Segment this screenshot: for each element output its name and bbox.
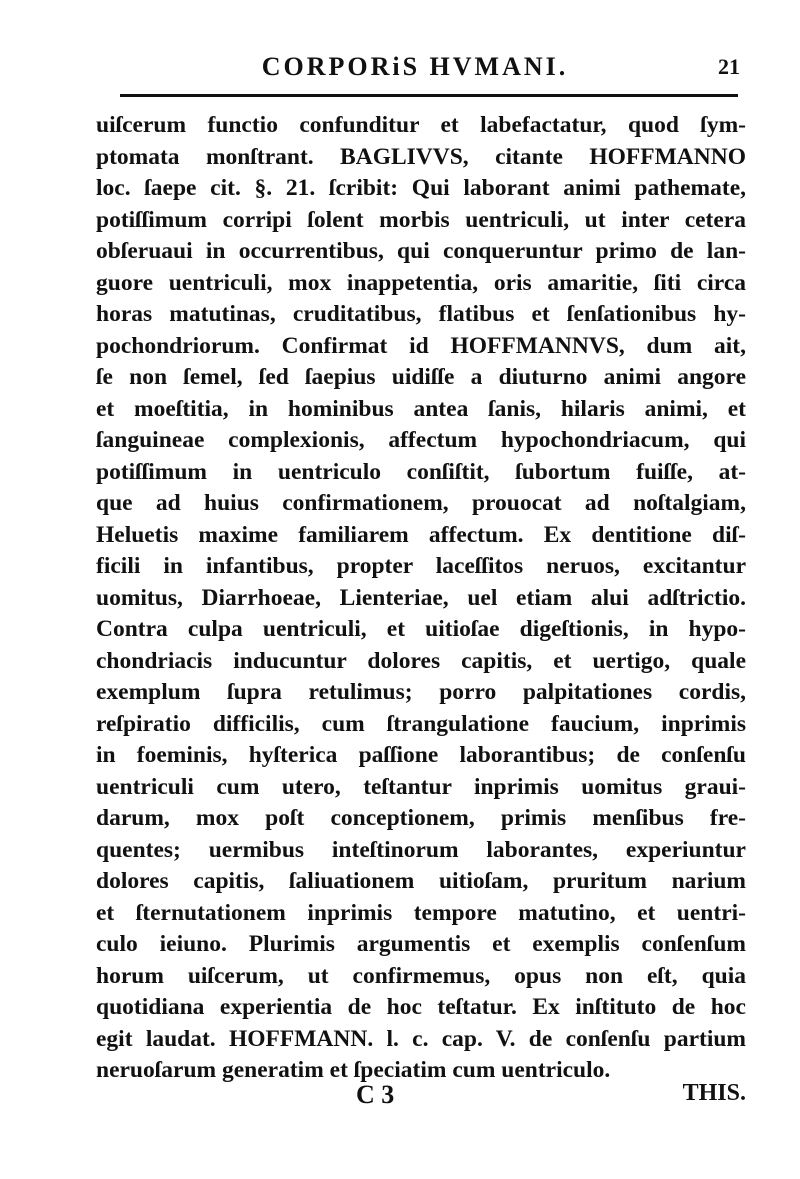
text-line: que ad huius confirmationem, prouocat ad noſtalgiam, <box>96 490 746 516</box>
text-line: uomitus, Diarrhoeae, Lienteriae, uel etiam alui adſtrictio. <box>96 584 746 611</box>
signature-mark: C 3 <box>356 1080 395 1109</box>
text-line: uentriculi cum utero, teſtantur inprimis uomitus graui- <box>96 773 746 800</box>
text-line: potiſſimum in uentriculo conſiſtit, ſubortum fuiſſe, at- <box>96 458 746 485</box>
footer-line <box>96 1080 746 1120</box>
text-line: ptomata monſtrant. BAGLIVVS, citante HOFFMANNO <box>96 143 746 170</box>
text-line: Heluetis maxime familiarem affectum. Ex dentitione diſ- <box>96 521 746 548</box>
text-line: horas matutinas, cruditatibus, flatibus et ſenſationibus hy- <box>96 301 746 327</box>
text-line: pochondriorum. Confirmat id HOFFMANNVS, dum ait, <box>96 332 746 359</box>
text-line: Contra culpa uentriculi, et uitioſae digeſtionis, in hypo- <box>96 616 746 642</box>
text-line: loc. ſaepe cit. §. 21. ſcribit: Qui laborant animi pathemate, <box>96 175 746 201</box>
text-line: obſeruaui in occurrentibus, qui conqueruntur primo de lan- <box>96 238 746 264</box>
text-line: horum uiſcerum, ut confirmemus, opus non eſt, quia <box>96 962 746 989</box>
page-number: 21 <box>718 54 740 79</box>
running-title: CORPORiS HVMANI. <box>261 52 569 81</box>
body-text <box>96 110 746 1087</box>
text-line: egit laudat. HOFFMANN. l. c. cap. V. de conſenſu partium <box>96 1025 746 1052</box>
text-line: reſpiratio difficilis, cum ſtrangulatione faucium, inprimis <box>96 710 746 737</box>
catchword: THIS. <box>682 1080 746 1106</box>
text-line: culo ieiuno. Plurimis argumentis et exemplis conſenſum <box>96 931 746 957</box>
text-line: neruoſarum generatim et ſpeciatim cum uentriculo. <box>96 1057 611 1083</box>
text-line: ficili in infantibus, propter laceſſitos neruos, excitantur <box>96 553 746 579</box>
text-line: quotidiana experientia de hoc teſtatur. Ex inſtituto de hoc <box>96 994 746 1020</box>
text-line: darum, mox poſt conceptionem, primis menſibus fre- <box>96 805 746 831</box>
text-line: et ſternutationem inprimis tempore matutino, et uentri- <box>96 899 746 926</box>
text-line: chondriacis inducuntur dolores capitis, et uertigo, quale <box>96 647 746 674</box>
text-line: exemplum ſupra retulimus; porro palpitationes cordis, <box>96 679 746 705</box>
text-line: ſanguineae complexionis, affectum hypochondriacum, qui <box>96 427 746 453</box>
text-line: et moeſtitia, in hominibus antea ſanis, hilaris animi, et <box>96 395 746 422</box>
text-line: potiſſimum corripi ſolent morbis uentriculi, ut inter cetera <box>96 206 746 233</box>
running-head <box>90 52 740 86</box>
text-line: guore uentriculi, mox inappetentia, oris amaritie, ſiti circa <box>96 269 746 296</box>
text-line: ſe non ſemel, ſed ſaepius uidiſſe a diuturno animi angore <box>96 364 746 390</box>
header-rule <box>120 94 738 97</box>
text-line: dolores capitis, ſaliuationem uitioſam, pruritum narium <box>96 868 746 894</box>
text-line: quentes; uermibus inteſtinorum laborantes, experiuntur <box>96 836 746 863</box>
text-line: uiſcerum functio confunditur et labefactatur, quod ſym- <box>96 112 746 138</box>
text-line: in foeminis, hyſterica paſſione laborantibus; de conſenſu <box>96 742 746 768</box>
